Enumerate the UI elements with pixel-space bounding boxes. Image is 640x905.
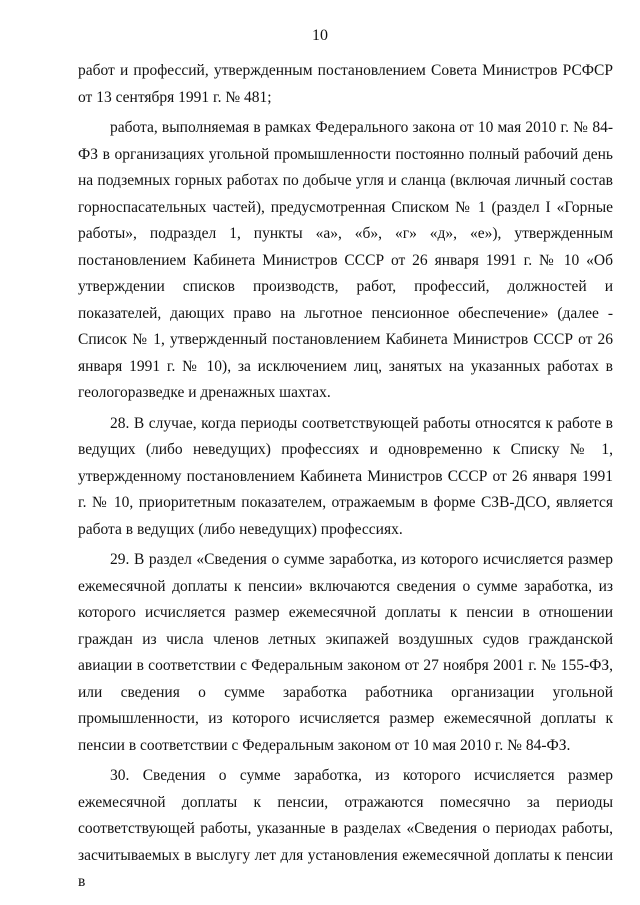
paragraph-continuation: работ и профессий, утвержденным постановлением Совета Министров РСФСР от 13 сентября 1991 г. № 481; — [78, 62, 613, 106]
page-number: 10 — [312, 27, 328, 44]
paragraph-28: 28. В случае, когда периоды соответствующей работы относятся к работе в ведущих (либо неведущих) профессиях и одновременно к Списку № 1, утвержденному постановлением Кабинета Министров СССР от 26 января 1991 г. № 10, приоритетным показателем, отражаемым в форме СЗВ-ДСО, является работа в ведущих (либо неведущих) профессиях. — [78, 414, 613, 538]
document-body — [78, 58, 613, 900]
paragraph-30: 30. Сведения о сумме заработка, из которого исчисляется размер ежемесячной доплаты к пенсии, отражаются помесячно за периоды соответствующей работы, указанные в разделах «Сведения о периодах работы, засчитываемых в выслугу лет для установления ежемесячной доплаты к пенсии в — [78, 767, 613, 890]
paragraph-84fz-work: работа, выполняемая в рамках Федерального закона от 10 мая 2010 г. № 84-ФЗ в организациях угольной промышленности постоянно полный рабочий день на подземных горных работах по добыче угля и сланца (включая личный состав горноспасательных частей), предусмотренная Списком № 1 (раздел I «Горные работы», подраздел 1, пункты «а», «б», «г» «д», «е»), утвержденным постановлением Кабинета Министров СССР от 26 января 1991 г. № 10 «Об утверждении списков производств, работ, профессий, должностей и показателей, дающих право на льготное пенсионное обеспечение» (далее - Список № 1, утвержденный постановлением Кабинета Министров СССР от 26 января 1991 г. № 10), за исключением лиц, занятых на указанных работах в геологоразведке и дренажных шахтах. — [78, 119, 613, 401]
paragraph-29: 29. В раздел «Сведения о сумме заработка, из которого исчисляется размер ежемесячной доплаты к пенсии» включаются сведения о сумме заработка, из которого исчисляется размер ежемесячной доплаты к пенсии в отношении граждан из числа членов летных экипажей воздушных судов гражданской авиации в соответствии с Федеральным законом от 27 ноября 2001 г. № 155-ФЗ, или сведения о сумме заработка работника организации угольной промышленности, из которого исчисляется размер ежемесячной доплаты к пенсии в соответствии с Федеральным законом от 10 мая 2010 г. № 84-ФЗ. — [78, 551, 613, 754]
